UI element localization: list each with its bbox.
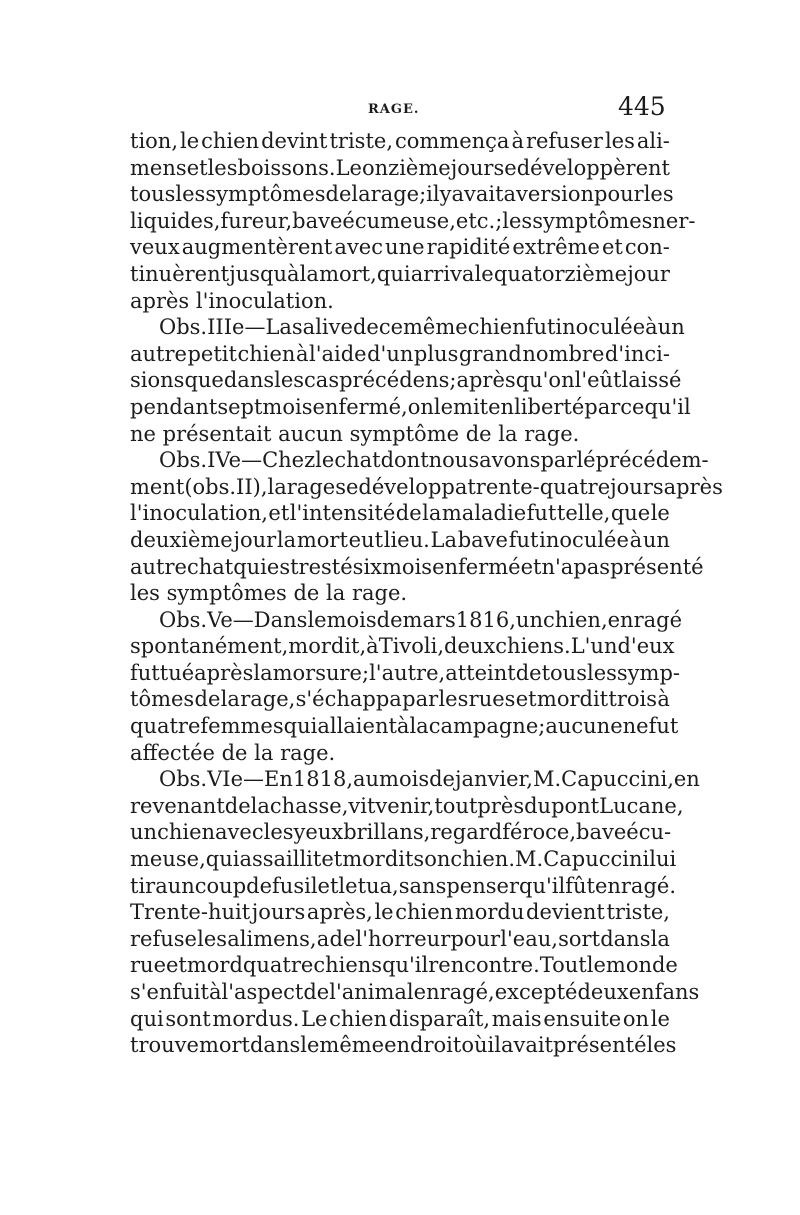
text-line: tinuèrent jusquà la mort, qui arriva le quatorzième jour [130,261,670,286]
text-line: Trente-huit jours après, le chien mordu devient triste, [130,900,670,925]
text-line: pendant sept mois enfermé, on le mit en liberté parce qu'il [130,394,691,419]
text-line: tion, le chien devint triste, commença à refuser les ali- [130,129,670,153]
text-line: refuse les alimens, a de l'horreur pour l'eau, sort dans la [130,926,670,951]
text-line: autre chat qui est resté six mois enfermé et n'a pas présenté [130,554,704,579]
body-text [130,128,723,1059]
text-line: qui sont mordus. Le chien disparaît, mais ensuite on le [130,1006,670,1031]
text-line: tira un coup de fusil et le tua, sans penser qu'il fût enragé. [130,873,676,898]
text-line: Obs. IIIe—La salive de ce même chien fut inoculée à un [159,315,685,340]
text-line: revenant de la chasse, vit venir, tout près du pont Lucane, [130,793,684,818]
text-line: Obs. VIe—En 1818, au mois de janvier, M. Capuccini, en [159,767,700,792]
text-line: meuse, qui assaillit et mordit son chien. M. Capuccini lui [130,847,677,872]
text-line: liquides, fureur, bave écumeuse, etc.; les symptômes ner- [130,208,696,233]
text-line: deuxième jour la mort eut lieu. La bave fut inoculée à un [130,527,670,552]
text-line: l'inoculation, et l'intensité de la maladie fut telle, que le [130,501,670,526]
text-line: s'enfuit à l'aspect de l'animal enragé, excepté deux enfans [130,980,700,1004]
text-line: autre petit chien à l'aide d'un plus grand nombre d'inci- [130,341,670,366]
page-number: 445 [618,92,666,121]
text-line: après l'inoculation. [130,288,334,313]
text-line: quatre femmes qui allaient à la campagne; aucune ne fut [130,714,679,739]
text-line: Obs. IVe—Chez le chat dont nous avons parlé précédem- [159,448,709,473]
text-line: un chien avec les yeux brillans, regard féroce, bave écu- [130,820,672,845]
running-title: RAGE. [368,102,420,117]
text-line: veux augmentèrent avec une rapidité extrême et con- [130,235,670,260]
text-line: sions que dans les cas précédens; après qu'on l'eût laissé [130,368,682,393]
text-line: ne présentait aucun symptôme de la rage. [130,421,580,446]
text-line: ment (obs. II), la rage se développa trente-quatre jours après [130,474,723,499]
text-line: tômes de la rage, s'échappa par les rues et mordit trois à [130,687,670,712]
text-line: spontanément, mordit, à Tivoli, deux chiens. L'un d'eux [130,634,675,659]
text-line: les symptômes de la rage. [130,581,408,606]
text-line: mens et les boissons. Le onzième jour se développèrent [130,155,670,180]
text-line: Obs. Ve—Dans le mois de mars 1816, un chien, enragé [159,607,683,632]
text-line: fut tué après la morsure; l'autre, atteint de tous les symp- [130,660,680,685]
text-line: rue et mord quatre chiens qu'il rencontre. Tout le monde [130,953,678,978]
text-line: trouve mort dans le même endroit où il avait présenté les [130,1033,677,1058]
text-line: tous les symptômes de la rage; il y avait aversion pour les [130,182,674,207]
text-line: affectée de la rage. [130,740,336,765]
